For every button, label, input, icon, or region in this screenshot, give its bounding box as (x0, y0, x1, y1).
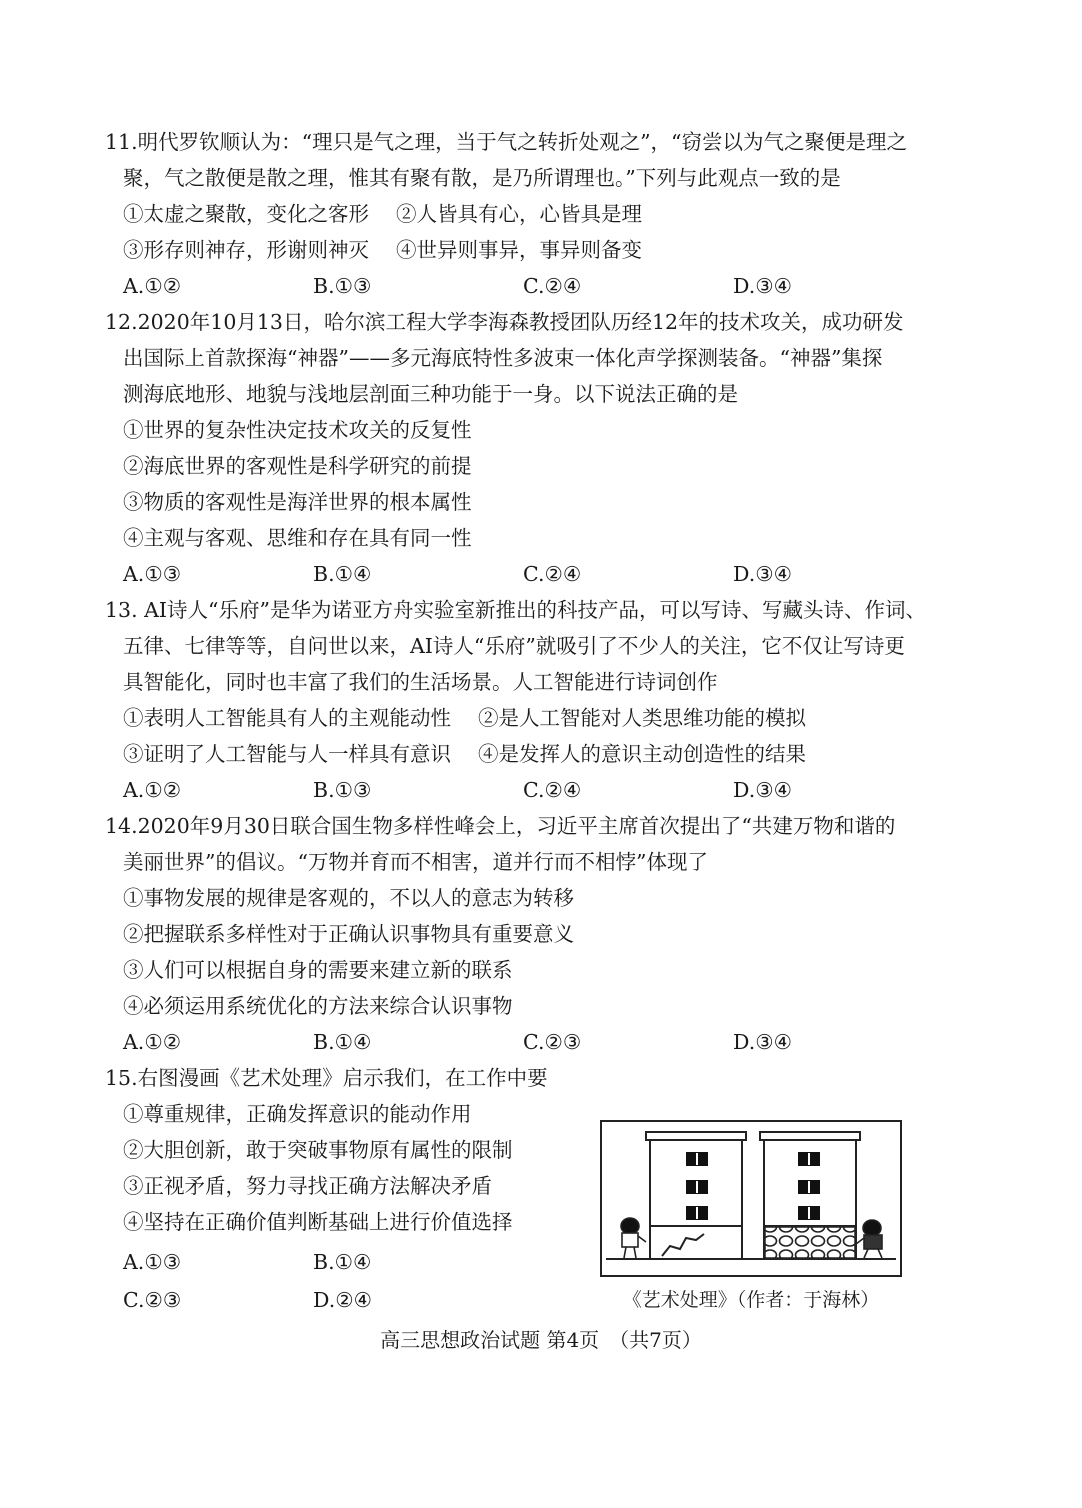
question-15-statement: ②大胆创新，敢于突破事物原有属性的限制 (123, 1138, 513, 1162)
question-12-statement: ④主观与客观、思维和存在具有同一性 (123, 526, 472, 550)
question-15-option-a: A.①③ (123, 1250, 182, 1274)
cartoon-caption: 《艺术处理》（作者：于海林） (622, 1289, 880, 1311)
question-13-option-c: C.②④ (523, 778, 582, 802)
question-15-statement: ①尊重规律，正确发挥意识的能动作用 (123, 1102, 472, 1126)
right-building (760, 1132, 860, 1258)
question-11-stem: 11.明代罗钦顺认为：“理只是气之理，当于气之转折处观之”，“窃尝以为气之聚便是理之 (105, 130, 908, 154)
question-14-statement: ③人们可以根据自身的需要来建立新的联系 (123, 958, 513, 982)
question-13-statement: ①表明人工智能具有人的主观能动性 ②是人工智能对人类思维功能的模拟 (123, 706, 807, 730)
left-building (646, 1132, 746, 1258)
question-13-option-b: B.①③ (313, 778, 372, 802)
question-12-statement: ③物质的客观性是海洋世界的根本属性 (123, 490, 472, 514)
question-14-statement: ①事物发展的规律是客观的，不以人的意志为转移 (123, 886, 574, 910)
question-15-option-b: B.①④ (313, 1250, 372, 1274)
question-12-option-a: A.①③ (123, 562, 182, 586)
question-14-statement: ④必须运用系统优化的方法来综合认识事物 (123, 994, 513, 1018)
cartoon-drawing (602, 1122, 900, 1275)
question-12-option-d: D.③④ (733, 562, 792, 586)
question-15-option-d: D.②④ (313, 1288, 372, 1312)
question-14-option-a: A.①② (123, 1030, 182, 1054)
question-13-option-d: D.③④ (733, 778, 792, 802)
question-13-option-a: A.①② (123, 778, 182, 802)
question-12-statement: ②海底世界的客观性是科学研究的前提 (123, 454, 472, 478)
question-14-statement: ②把握联系多样性对于正确认识事物具有重要意义 (123, 922, 574, 946)
question-15-stem: 15.右图漫画《艺术处理》启示我们，在工作中要 (105, 1066, 548, 1090)
question-12-statement: ①世界的复杂性决定技术攻关的反复性 (123, 418, 472, 442)
question-11-statement: ①太虚之聚散，变化之客形 ②人皆具有心，心皆具是理 (123, 202, 643, 226)
question-13-stem: 五律、七律等等，自问世以来，AI诗人“乐府”就吸引了不少人的关注，它不仅让写诗更 (123, 634, 905, 658)
question-15-option-c: C.②③ (123, 1288, 182, 1312)
question-12-stem: 出国际上首款探海“神器”——多元海底特性多波束一体化声学探测装备。“神器”集探 (123, 346, 883, 370)
right-worker (856, 1220, 882, 1258)
question-11-option-c: C.②④ (523, 274, 582, 298)
question-11-stem: 聚，气之散便是散之理，惟其有聚有散，是乃所谓理也。”下列与此观点一致的是 (123, 166, 841, 190)
question-11-option-a: A.①② (123, 274, 182, 298)
question-13-stem: 具智能化，同时也丰富了我们的生活场景。人工智能进行诗词创作 (123, 670, 718, 694)
question-11-option-d: D.③④ (733, 274, 792, 298)
question-13-stem: 13. AI诗人“乐府”是华为诺亚方舟实验室新推出的科技产品，可以写诗、写藏头诗、作词、 (105, 598, 926, 622)
question-11-statement: ③形存则神存，形谢则神灭 ④世异则事异，事异则备变 (123, 238, 643, 262)
question-15-statement: ③正视矛盾，努力寻找正确方法解决矛盾 (123, 1174, 492, 1198)
question-14-stem: 14.2020年9月30日联合国生物多样性峰会上，习近平主席首次提出了“共建万物和谐的 (105, 814, 896, 838)
question-11-option-b: B.①③ (313, 274, 372, 298)
question-14-option-c: C.②③ (523, 1030, 582, 1054)
question-12-option-c: C.②④ (523, 562, 582, 586)
question-12-stem: 12.2020年10月13日，哈尔滨工程大学李海森教授团队历经12年的技术攻关，成功研发 (105, 310, 904, 334)
question-12-stem: 测海底地形、地貌与浅地层剖面三种功能于一身。以下说法正确的是 (123, 382, 738, 406)
page-footer: 高三思想政治试题 第4页 （共7页） (380, 1328, 702, 1352)
cartoon-illustration (600, 1120, 902, 1277)
question-14-option-b: B.①④ (313, 1030, 372, 1054)
question-15-statement: ④坚持在正确价值判断基础上进行价值选择 (123, 1210, 513, 1234)
question-12-option-b: B.①④ (313, 562, 372, 586)
left-worker (621, 1218, 646, 1258)
question-14-stem: 美丽世界”的倡议。“万物并育而不相害，道并行而不相悖”体现了 (123, 850, 708, 874)
question-14-option-d: D.③④ (733, 1030, 792, 1054)
question-13-statement: ③证明了人工智能与人一样具有意识 ④是发挥人的意识主动创造性的结果 (123, 742, 807, 766)
